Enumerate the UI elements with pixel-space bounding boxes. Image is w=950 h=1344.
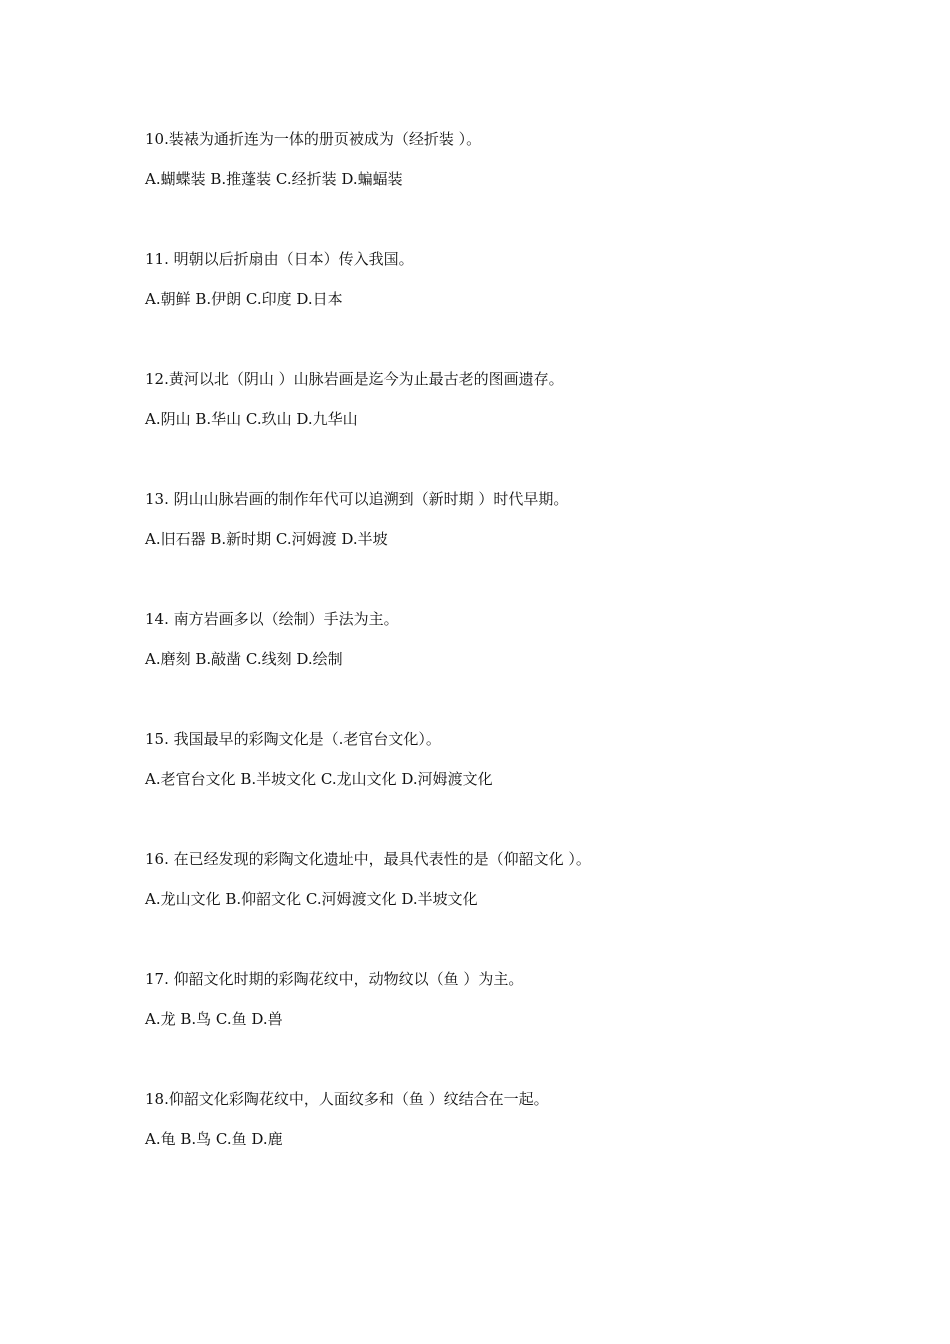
question-options: A.阴山 B.华山 C.玖山 D.九华山: [145, 410, 358, 428]
question-17: [145, 968, 885, 1088]
question-text: 12.黄河以北（阴山 ）山脉岩画是迄今为止最古老的图画遗存。: [145, 370, 564, 388]
question-options: A.龙 B.鸟 C.鱼 D.兽: [145, 1010, 283, 1028]
question-12: [145, 368, 885, 488]
question-10: [145, 128, 885, 248]
question-13: [145, 488, 885, 608]
question-options: A.朝鲜 B.伊朗 C.印度 D.日本: [145, 290, 343, 308]
question-options: A.旧石器 B.新时期 C.河姆渡 D.半坡: [145, 530, 388, 548]
question-options: A.蝴蝶装 B.推蓬装 C.经折装 D.蝙蝠装: [145, 170, 403, 188]
question-14: [145, 608, 885, 728]
question-11: [145, 248, 885, 368]
question-16: [145, 848, 885, 968]
question-text: 14. 南方岩画多以（绘制）手法为主。: [145, 610, 399, 628]
question-text: 10.装裱为通折连为一体的册页被成为（经折装 ）。: [145, 130, 482, 148]
question-text: 17. 仰韶文化时期的彩陶花纹中，动物纹以（鱼 ）为主。: [145, 970, 524, 988]
question-options: A.磨刻 B.敲凿 C.线刻 D.绘制: [145, 650, 343, 668]
question-text: 15. 我国最早的彩陶文化是（.老官台文化）。: [145, 730, 441, 748]
question-text: 16. 在已经发现的彩陶文化遗址中，最具代表性的是（仰韶文化 ）。: [145, 850, 591, 868]
question-list: [145, 128, 885, 1208]
question-18: [145, 1088, 885, 1208]
question-options: A.龙山文化 B.仰韶文化 C.河姆渡文化 D.半坡文化: [145, 890, 478, 908]
question-options: A.老官台文化 B.半坡文化 C.龙山文化 D.河姆渡文化: [145, 770, 493, 788]
question-text: 18.仰韶文化彩陶花纹中，人面纹多和（鱼 ）纹结合在一起。: [145, 1090, 549, 1108]
question-options: A.龟 B.鸟 C.鱼 D.鹿: [145, 1130, 283, 1148]
question-text: 13. 阴山山脉岩画的制作年代可以追溯到（新时期 ）时代早期。: [145, 490, 569, 508]
question-text: 11. 明朝以后折扇由（日本）传入我国。: [145, 250, 414, 268]
question-15: [145, 728, 885, 848]
